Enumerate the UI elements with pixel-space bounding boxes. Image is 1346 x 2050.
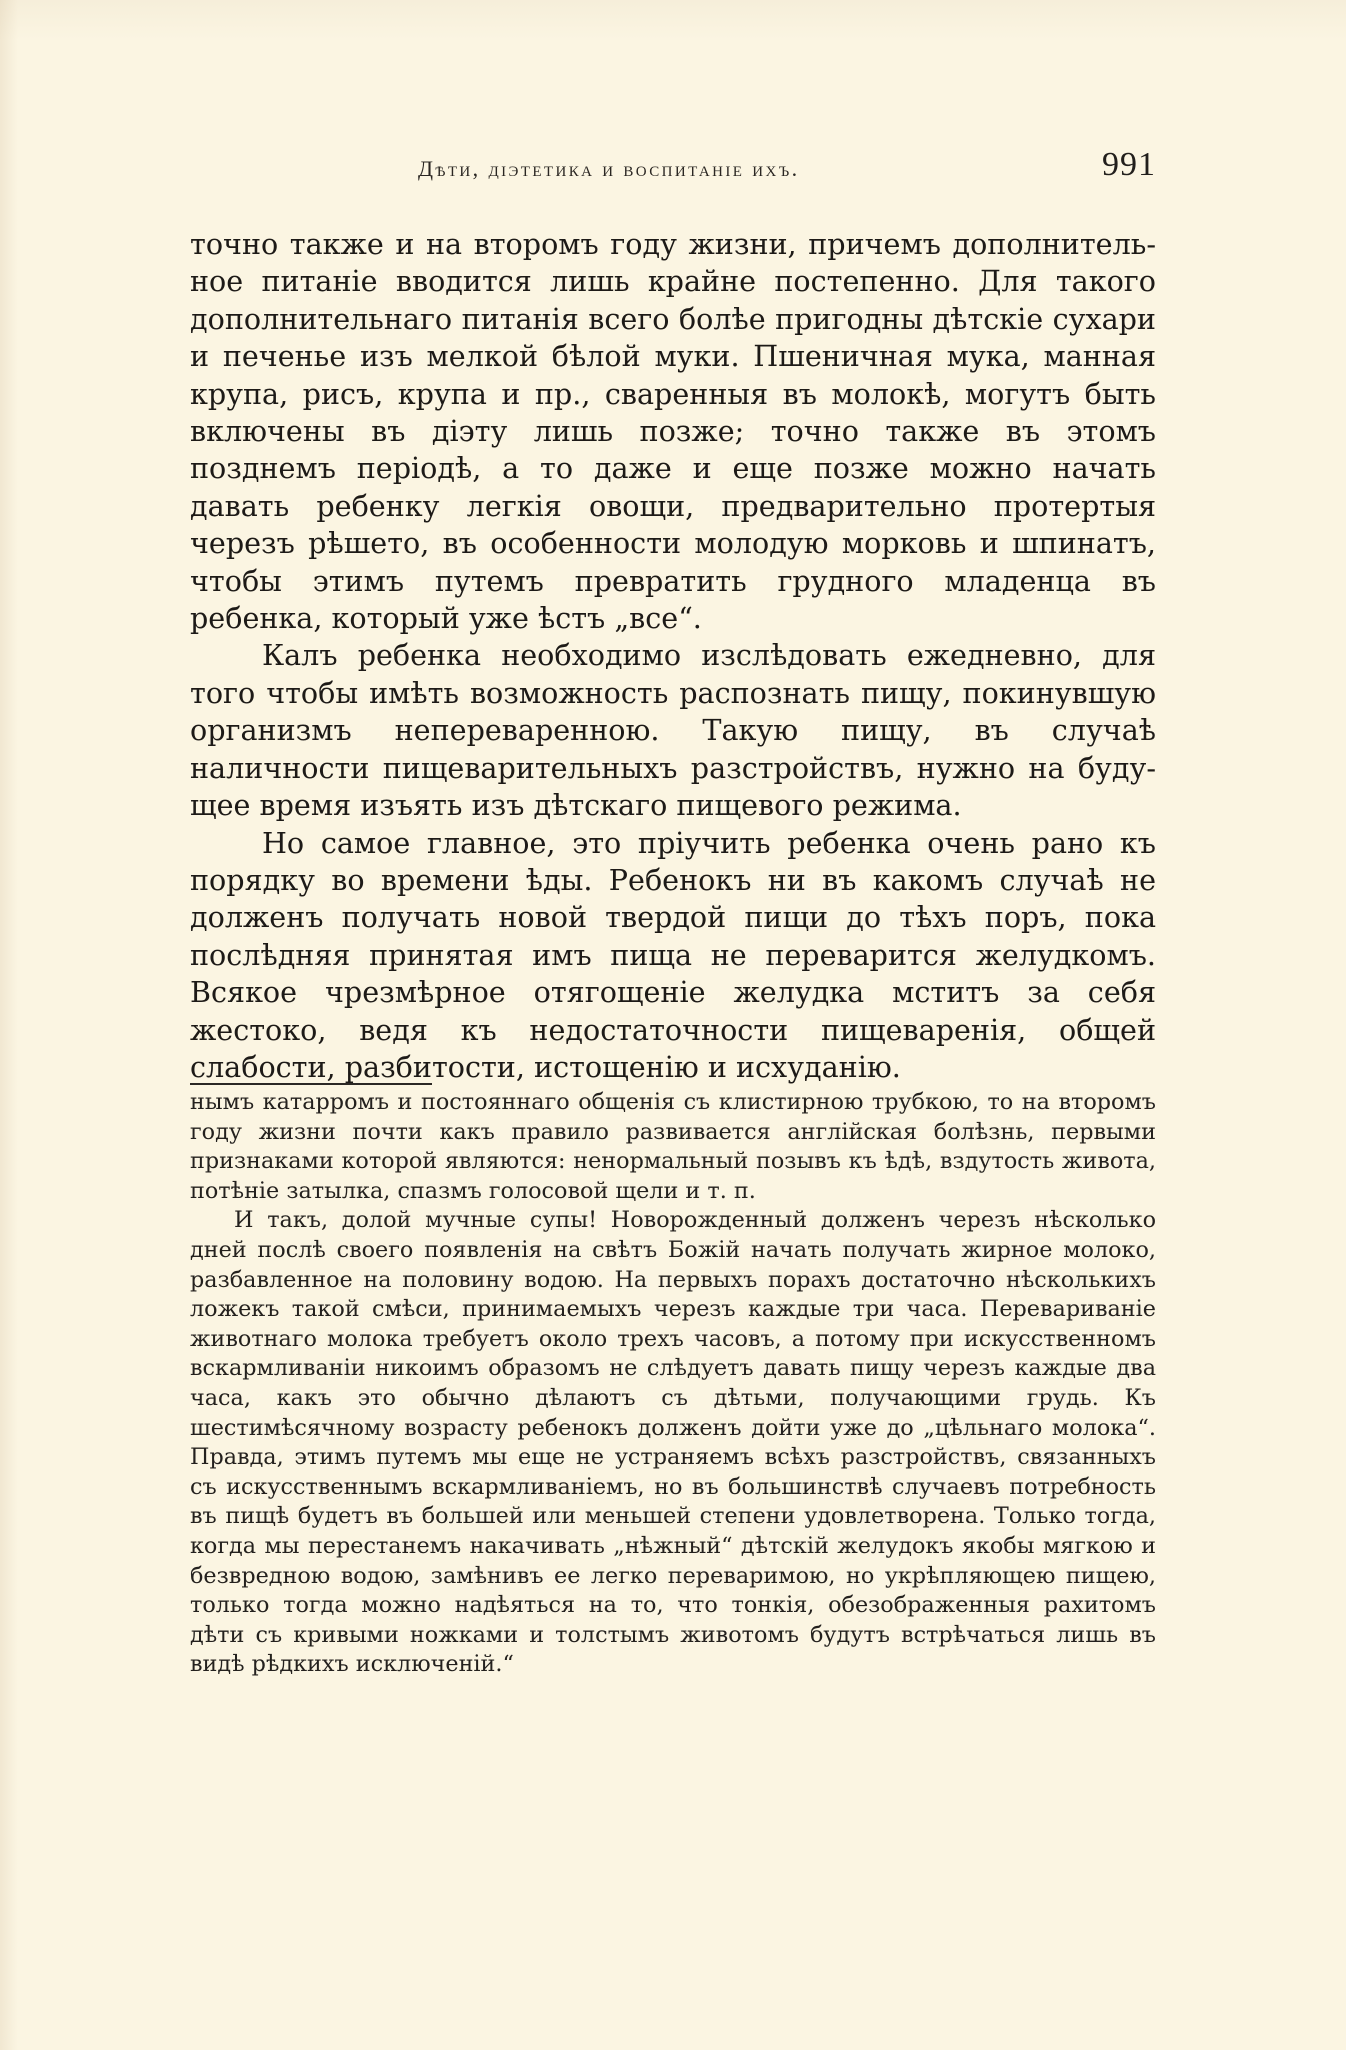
main-text (190, 226, 1156, 1086)
running-title: Дѣти, діэтетика и воспитаніе ихъ. (418, 156, 800, 181)
footnote-block (190, 1088, 1156, 1680)
footnote-divider (190, 1083, 432, 1085)
footnote-paragraph-2: И такъ, долой мучные супы! Новорожденный долженъ черезъ нѣсколько дней послѣ своего появленія на свѣтъ Божій начать получать жирное молоко, разбавленное на половину водою. На первыхъ порахъ достаточно нѣсколькихъ ложекъ такой смѣси, принимаемыхъ черезъ каждые три часа. Перевариваніе животнаго молока требуетъ около трехъ часовъ, а потому при искусственномъ вскармливаніи никоимъ образомъ не слѣдуетъ давать пищу черезъ каждые два часа, какъ это обычно дѣлаютъ съ дѣтьми, получающими грудь. Къ шестимѣсячному возрасту ребенокъ долженъ дойти уже до „цѣльнаго молока“. Правда, этимъ путемъ мы еще не устраняемъ всѣхъ разстройствъ, связанныхъ съ искусственнымъ вскармливаніемъ, но въ большинствѣ случаевъ потребность въ пищѣ будетъ въ большей или меньшей степени удовлетворена. Только тогда, когда мы перестанемъ накачивать „нѣжный“ дѣтскій желудокъ якобы мягкою и безвредною водою, замѣнивъ ее легко переваримою, но укрѣпляющею пищею, только тогда можно надѣяться на то, что тонкія, обезображенныя рахитомъ дѣти съ кривыми ножками и толстымъ животомъ будутъ встрѣчаться лишь въ видѣ рѣдкихъ исключеній.“ (190, 1207, 1156, 1678)
paragraph-2: Калъ ребенка необходимо изслѣдовать ежедневно, для того чтобы имѣть возможность распознать пищу, покинувшую организмъ непереваренною. Такую пищу, въ случаѣ наличности пищеварительныхъ разстройствъ, нужно на будущее время изъять изъ дѣтскаго пищевого режима. (190, 638, 1156, 823)
page-header (190, 146, 1156, 200)
paragraph-3: Но самое главное, это пріучить ребенка очень рано къ порядку во времени ѣды. Ребенокъ ни въ какомъ случаѣ не долженъ получать новой твердой пищи до тѣхъ поръ, пока послѣдняя принятая имъ пища не переварится желудкомъ. Всякое чрезмѣрное отягощеніе желудка мститъ за себя жестоко, ведя къ недостаточности пищеваренія, общей слабости, разбитости, истощенію и исхуданію. (190, 825, 1156, 1084)
page-number: 991 (1102, 146, 1156, 183)
footnote-paragraph-1: нымъ катарромъ и постояннаго общенія съ клистирною трубкою, то на второмъ году жизни почти какъ правило развивается англійская болѣзнь, первыми признаками которой являются: ненормальный позывъ къ ѣдѣ, вздутость живота, потѣніе затылка, спазмъ голосовой щели и т. п. (190, 1089, 1156, 1204)
paragraph-1: точно также и на второмъ году жизни, причемъ дополнительное питаніе вводится лишь крайне постепенно. Для такого дополнительнаго питанія всего болѣе пригодны дѣтскіе сухари и печенье изъ мелкой бѣлой муки. Пшеничная мука, манная крупа, рисъ, крупа и пр., сваренныя въ молокѣ, могутъ быть включены въ діэту лишь позже; точно также въ этомъ позднемъ періодѣ, а то даже и еще позже можно начать давать ребенку легкія овощи, предварительно протертыя черезъ рѣшето, въ особенности молодую морковь и шпинатъ, чтобы этимъ путемъ превратить грудного младенца въ ребенка, который уже ѣстъ „все“. (190, 227, 1156, 636)
